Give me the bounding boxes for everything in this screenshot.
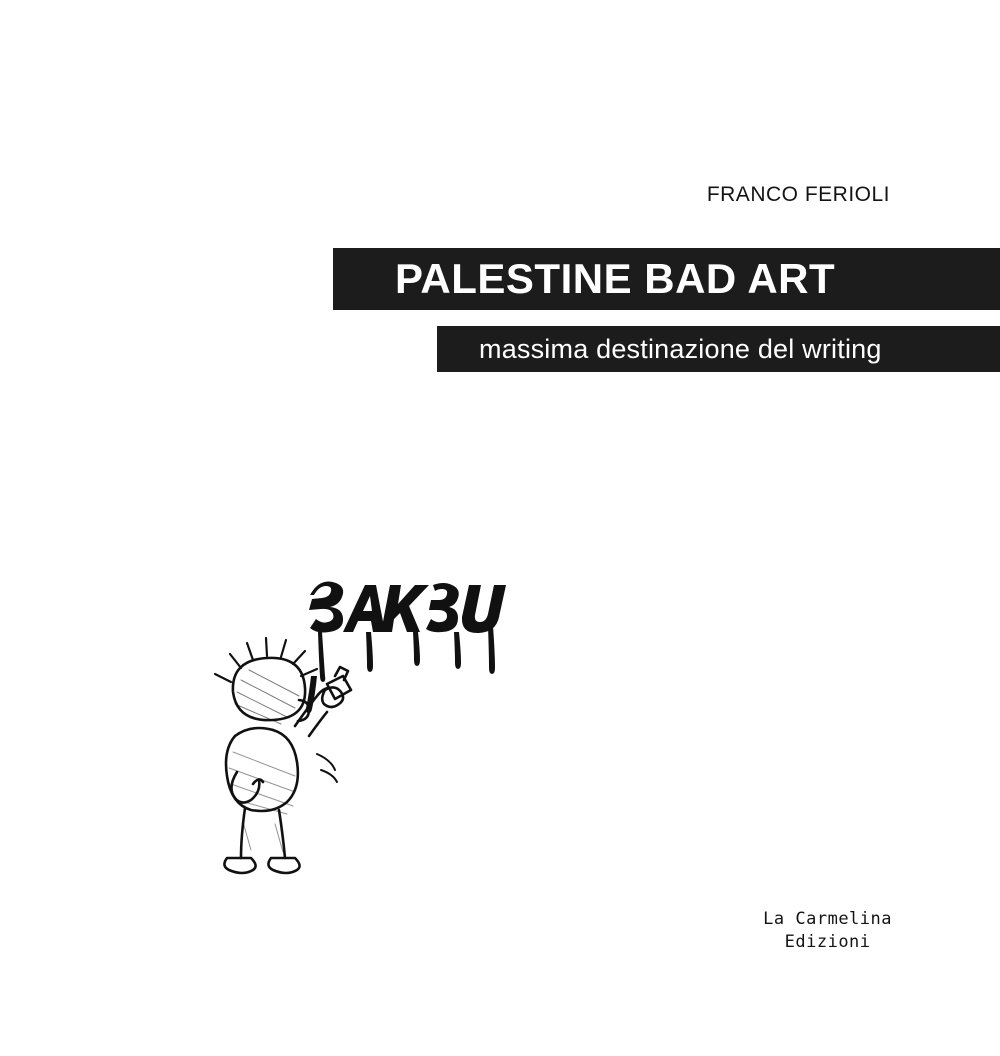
publisher-name: La Carmelina	[763, 909, 892, 929]
publisher-imprint	[763, 908, 892, 954]
title-banner	[333, 248, 1000, 310]
cover-illustration	[175, 540, 605, 900]
child-figure-icon	[215, 638, 351, 873]
publisher-line-2: Edizioni	[784, 931, 871, 952]
author-name: FRANCO FERIOLI	[706, 183, 890, 206]
subtitle-banner	[437, 326, 1000, 372]
page-title: PALESTINE BAD ART	[395, 255, 836, 302]
page-subtitle: massima destinazione del writing	[479, 333, 882, 364]
graffiti-tag-icon	[306, 582, 506, 714]
